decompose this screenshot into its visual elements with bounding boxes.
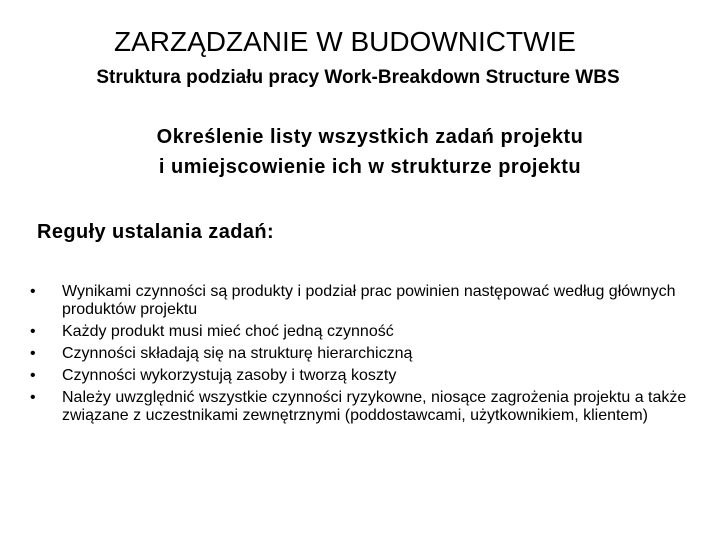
list-item — [30, 323, 690, 341]
rule-text: Każdy produkt musi mieć choć jedną czynność — [62, 323, 394, 340]
definition-line: i umiejscowienie ich w strukturze projektu — [158, 156, 582, 178]
bullet-icon: • — [30, 367, 36, 384]
wbs-definition — [0, 122, 720, 182]
slide-title: ZARZĄDZANIE W BUDOWNICTWIE — [114, 26, 576, 57]
list-item — [30, 345, 690, 363]
bullet-icon: • — [30, 323, 36, 340]
bullet-icon: • — [30, 283, 36, 300]
rule-text: Należy uwzględnić wszystkie czynności ryzykowne, niosące zagrożenia projektu a także związane z uczestnikami zewnętrznymi (poddostawcami, użytkownikiem, klientem) — [62, 389, 687, 424]
rule-text: Czynności składają się na strukturę hierarchiczną — [62, 345, 413, 362]
bullet-icon: • — [30, 345, 36, 362]
rule-text: Wynikami czynności są produkty i podział prac powinien następować według głównych produktów projektu — [62, 283, 676, 318]
list-item — [30, 389, 690, 425]
rules-list — [30, 283, 690, 429]
definition-line: Określenie listy wszystkich zadań projektu — [156, 126, 584, 148]
bullet-icon: • — [30, 389, 36, 406]
rule-text: Czynności wykorzystują zasoby i tworzą koszty — [62, 367, 397, 384]
list-item — [30, 283, 690, 319]
rules-heading: Reguły ustalania zadań: — [37, 221, 275, 243]
list-item — [30, 367, 690, 385]
slide-subtitle: Struktura podziału pracy Work-Breakdown Structure WBS — [96, 67, 620, 88]
